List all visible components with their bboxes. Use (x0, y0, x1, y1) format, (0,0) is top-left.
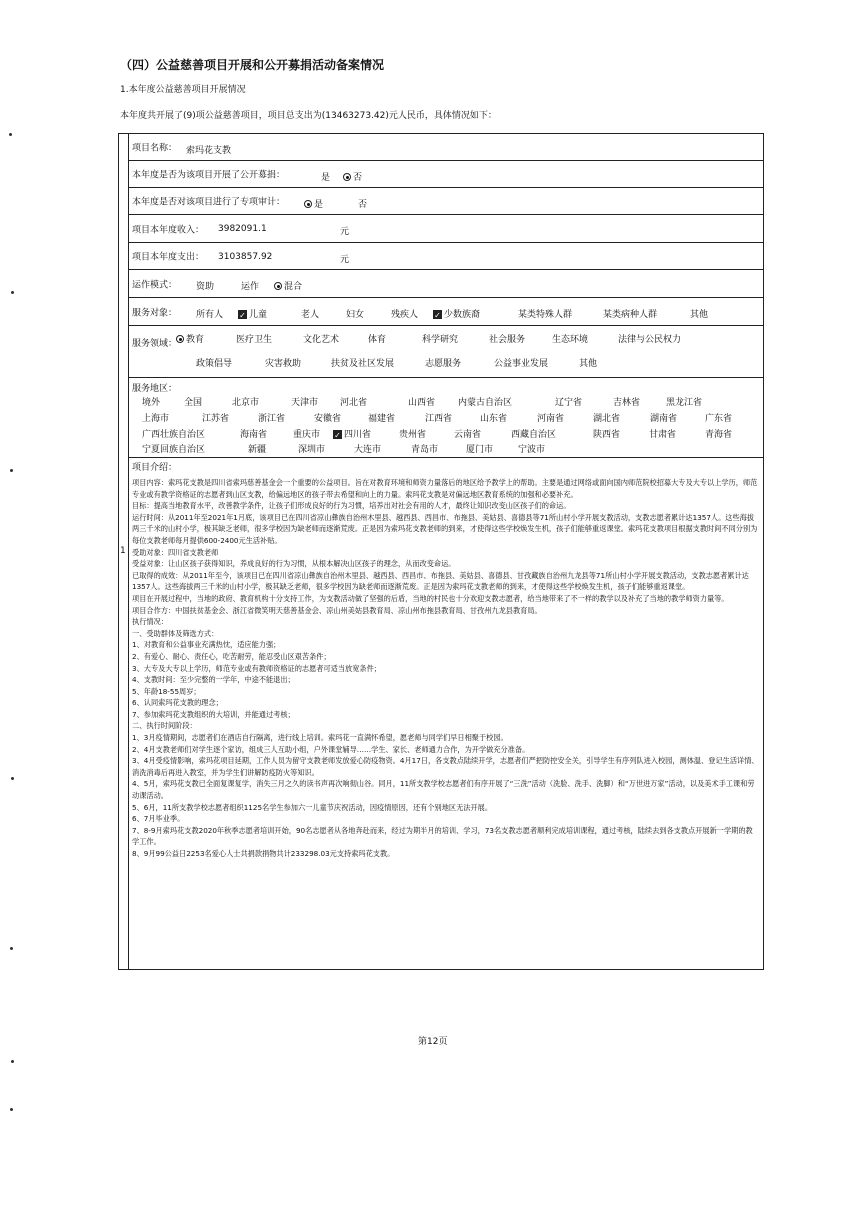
checkbox-checked-icon[interactable]: ✓ (239, 311, 246, 320)
project-name-label: 项目名称： (132, 143, 178, 154)
intro-line: 一、受助群体及筛选方式： (132, 628, 219, 638)
target-special-group[interactable]: 某类特殊人群 (518, 310, 573, 320)
row-service-fields (128, 326, 763, 378)
field-ecology[interactable]: 生态环境 (552, 335, 589, 345)
region-item[interactable]: 江西省 (425, 414, 453, 424)
region-item[interactable]: 福建省 (368, 414, 396, 424)
region-item[interactable]: 新疆 (248, 445, 267, 455)
region-item[interactable]: 湖北省 (593, 414, 621, 424)
project-name-value: 索玛花支教 (186, 146, 232, 156)
target-minority[interactable] (433, 307, 480, 320)
region-item[interactable]: 宁波市 (518, 445, 546, 455)
audit-question: 本年度是否对该项目进行了专项审计： (132, 197, 286, 208)
region-item[interactable]: 青岛市 (411, 445, 439, 455)
fundraising-no-label: 否 (353, 173, 363, 183)
radio-selected-icon[interactable] (343, 173, 351, 181)
service-field-label: 服务领域： (132, 339, 178, 349)
region-item[interactable]: 吉林省 (613, 398, 641, 408)
region-item[interactable]: 浙江省 (258, 414, 286, 424)
region-sichuan[interactable] (333, 427, 371, 440)
region-sichuan-label: 四川省 (344, 430, 372, 440)
region-item[interactable]: 深圳市 (298, 445, 326, 455)
scan-dot (10, 469, 13, 472)
target-children-label: 儿童 (249, 310, 268, 320)
field-education-label: 教育 (186, 335, 205, 345)
row-audit (128, 188, 763, 215)
expense-value: 3103857.92 (218, 252, 273, 262)
target-other[interactable]: 其他 (690, 310, 709, 320)
target-elderly[interactable]: 老人 (301, 310, 320, 320)
project-intro (132, 461, 759, 860)
intro-line: 4、5月，索玛花支教已全面复课复学，消失三月之久的读书声再次响彻山谷。同月，11所支教学校志愿者们有序开展了“三洗”活动（洗脸、洗手、洗脚）和“万世进万家”活动，以及美术手工课和劳动课活动。 (132, 779, 755, 801)
fundraising-yes-option[interactable] (321, 170, 330, 183)
region-item[interactable]: 天津市 (291, 398, 319, 408)
intro-line: 受助对象：四川省支教老师 (132, 547, 219, 557)
operation-option-run[interactable]: 运作 (241, 282, 260, 292)
region-item[interactable]: 河南省 (537, 414, 565, 424)
intro-line: 1、对教育和公益事业充满热忱，适应能力强； (132, 640, 281, 650)
field-policy[interactable]: 政策倡导 (196, 359, 233, 369)
intro-line: 执行情况： (132, 617, 168, 627)
region-item[interactable]: 黑龙江省 (666, 398, 703, 408)
region-item[interactable]: 安徽省 (314, 414, 342, 424)
region-item[interactable]: 西藏自治区 (511, 430, 557, 440)
field-volunteer[interactable]: 志愿服务 (425, 359, 462, 369)
expense-label: 项目本年度支出： (132, 252, 205, 263)
intro-line: 7、参加索玛花支教组织的大培训，并能通过考核； (132, 709, 295, 719)
summary-text: 本年度共开展了(9)项公益慈善项目，项目总支出为(13463273.42)元人民币，具体情况如下： (120, 111, 497, 121)
intro-line: 3、4月受疫情影响，索玛花项目延期，工作人员为留守支教老师发放爱心防疫物资。4月17日，各支教点陆续开学，志愿者们严把防控安全关，引导学生有序列队进入校园，测体温、登记生活详情、消洗消毒后再进入教室，并为学生们讲解防疫防火等知识。 (132, 756, 759, 777)
region-item[interactable]: 上海市 (142, 414, 170, 424)
target-children[interactable] (238, 307, 267, 320)
scan-dot (11, 1060, 14, 1063)
intro-label: 项目介绍： (132, 463, 178, 473)
intro-line: 7、8-9月索玛花支教2020年秋季志愿者培训开始，90名志愿者从各地奔赴而来，经过为期半月的培训、学习，73名支教志愿者顺利完成培训课程，通过考核，陆续去到各支教点开展新一学期的教学工作。 (132, 825, 753, 847)
scan-dot (10, 947, 13, 950)
income-value: 3982091.1 (218, 224, 267, 234)
field-other[interactable]: 其他 (579, 359, 598, 369)
intro-line: 目标：提高当地教育水平，改善教学条件，让孩子们形成良好的行为习惯，培养出对社会有用的人才，最终让知识改变山区孩子们的命运。 (132, 501, 571, 511)
intro-line: 运行时间：从2011年至2021年1月底，该项目已在四川省凉山彝族自治州木里县、越西县、西昌市、布拖县、美姑县、喜德县等71所山村小学开展支教活动，支教志愿者累计达1357人。这些海拔两三千米的山村小学，极其缺乏老师，很多学校因为缺老师而逐渐荒废。正是因为索玛花支教老师的到来，才使得这些学校焕发生机，孩子们能够重返课堂。索玛花支教项目根据支教时间不同分别为每位支教老师每月提供600-2400元生活补贴。 (132, 512, 758, 545)
region-item[interactable]: 内蒙古自治区 (458, 398, 513, 408)
row-index: 1 (120, 546, 126, 556)
operation-mixed-label: 混合 (284, 282, 303, 292)
section-title: （四）公益慈善项目开展和公开募捐活动备案情况 (120, 58, 385, 72)
fundraising-question: 本年度是否为该项目开展了公开募捐： (132, 170, 286, 181)
expense-unit: 元 (340, 255, 350, 265)
field-sports[interactable]: 体育 (368, 335, 387, 345)
radio-selected-icon[interactable] (176, 335, 184, 343)
intro-line: 1、3月疫情期间，志愿者们在酒店自行隔离，进行线上培训。索玛花一直满怀希望，愿老师与同学们早日相聚于校园。 (132, 733, 508, 743)
field-social-service[interactable]: 社会服务 (489, 335, 526, 345)
operation-option-fund[interactable]: 资助 (196, 282, 215, 292)
intro-line: 2、4月支教老师们对学生逐个家访，组成三人互助小组，户外课堂辅导……学生、家长、老师通力合作，为开学做充分准备。 (132, 744, 530, 754)
radio-selected-icon[interactable] (274, 282, 282, 290)
target-disabled[interactable]: 残疾人 (391, 310, 419, 320)
field-research[interactable]: 科学研究 (422, 335, 459, 345)
target-disease-group[interactable]: 某类病种人群 (603, 310, 658, 320)
income-unit: 元 (340, 227, 350, 237)
region-item[interactable]: 江苏省 (202, 414, 230, 424)
region-label: 服务地区： (132, 384, 178, 394)
region-item[interactable]: 大连市 (354, 445, 382, 455)
audit-no-option[interactable] (358, 197, 367, 210)
field-disaster[interactable]: 灾害救助 (265, 359, 302, 369)
intro-line: 5、年龄18-55周岁； (132, 686, 201, 696)
scan-dot (11, 777, 14, 780)
region-item[interactable]: 甘肃省 (649, 430, 677, 440)
region-item[interactable]: 厦门市 (466, 445, 494, 455)
region-item[interactable]: 境外 (142, 398, 161, 408)
operation-label: 运作模式： (132, 280, 178, 290)
field-law-rights[interactable]: 法律与公民权力 (618, 335, 682, 345)
field-medical[interactable]: 医疗卫生 (236, 335, 273, 345)
region-item[interactable]: 青海省 (705, 430, 733, 440)
service-target-label: 服务对象： (132, 308, 178, 318)
intro-line: 3、大专及大专以上学历，师范专业或有教师资格证的志愿者可适当放宽条件； (132, 663, 381, 673)
target-minority-label: 少数族裔 (444, 310, 481, 320)
intro-line: 项目内容：索玛花支教是四川省索玛慈善基金会一个重要的公益项目。旨在对教育环境和师资力量落后的地区给予教学上的帮助。主要是通过网络或面向国内师范院校招募大专及大专以上学历，师范专业或有教学资格证的志愿者到山区支教，给偏远地区的孩子带去希望和向上的力量。索玛花支教是对偏远地区教育系统的加强和必要补充。 (132, 478, 758, 499)
checkbox-checked-icon[interactable]: ✓ (434, 311, 441, 320)
region-item[interactable]: 陕西省 (593, 430, 621, 440)
region-item[interactable]: 山西省 (408, 398, 436, 408)
intro-line: 项目合作方：中国扶贫基金会、浙江省微笑明天慈善基金会、凉山州美姑县教育局、凉山州布拖县教育局、甘孜州九龙县教育局。 (132, 605, 542, 615)
region-item[interactable]: 河北省 (340, 398, 368, 408)
scan-dot (11, 291, 14, 294)
row-service-targets (128, 298, 763, 326)
region-item[interactable]: 海南省 (240, 430, 268, 440)
region-item[interactable]: 山东省 (480, 414, 508, 424)
audit-no-label: 否 (358, 200, 368, 210)
row-service-regions (128, 378, 763, 458)
checkbox-checked-icon[interactable]: ✓ (334, 431, 341, 440)
scan-dot (10, 1108, 13, 1111)
row-project-name (128, 134, 763, 161)
target-women[interactable]: 妇女 (346, 310, 365, 320)
intro-line: 8、9月99公益日2253名爱心人士共捐款捐物共计233298.03元支持索玛花支教。 (132, 849, 395, 858)
intro-line: 受益对象：让山区孩子获得知识，养成良好的行为习惯，从根本解决山区孩子的理念，从而改变命运。 (132, 559, 456, 569)
field-poverty[interactable]: 扶贫及社区发展 (331, 359, 395, 369)
intro-line: 4、支教时间：至少完整的一学年，中途不能退出； (132, 675, 295, 685)
intro-line: 2、有爱心、耐心、责任心，吃苦耐劳，能忍受山区艰苦条件； (132, 651, 331, 661)
field-education[interactable] (176, 332, 204, 345)
field-public-welfare[interactable]: 公益事业发展 (494, 359, 549, 369)
operation-option-mixed[interactable] (274, 279, 302, 292)
subsection-title: 1.本年度公益慈善项目开展情况 (120, 85, 246, 95)
region-item[interactable]: 全国 (184, 398, 203, 408)
intro-line: 5、6月，11所支教学校志愿者组织1125名学生参加六一儿童节庆祝活动，因疫情原因，还有个别地区无法开展。 (132, 802, 493, 812)
region-item[interactable]: 贵州省 (399, 430, 427, 440)
page-number: 第12页 (418, 1037, 448, 1047)
row-expense (128, 243, 763, 270)
income-label: 项目本年度收入： (132, 225, 205, 235)
region-item[interactable]: 广西壮族自治区 (142, 430, 206, 440)
audit-yes-label: 是 (314, 200, 324, 210)
target-all[interactable]: 所有人 (196, 310, 224, 320)
region-item[interactable]: 广东省 (705, 414, 733, 424)
scan-dot (9, 133, 12, 136)
project-form (118, 133, 764, 970)
intro-line: 6、认同索玛花支教的理念； (132, 698, 223, 708)
region-item[interactable]: 湖南省 (650, 414, 678, 424)
row-income (128, 215, 763, 243)
region-item[interactable]: 宁夏回族自治区 (142, 445, 206, 455)
intro-line: 已取得的成效：从2011年至今，该项目已在四川省凉山彝族自治州木里县、越西县、西昌市、布拖县、美姑县、喜德县、甘孜藏族自治州九龙县等71所山村小学开展支教活动，支教志愿者累计达1357人。这些海拔两三千米的山村小学，极其缺乏老师，很多学校因为缺老师而逐渐荒废。正是因为索玛花支教老师的到来，才使得这些学校焕发生机，孩子们能够重返课堂。 (132, 570, 749, 592)
row-fundraising (128, 161, 763, 188)
region-item[interactable]: 辽宁省 (555, 398, 583, 408)
region-item[interactable]: 云南省 (454, 430, 482, 440)
intro-line: 二、执行时间阶段： (132, 721, 197, 731)
intro-line: 项目在开展过程中，当地的政府、教育机构十分支持工作，为支教活动做了坚强的后盾，当地的村民也十分欢迎支教志愿者，给当地带来了不一样的教学以及补充了当地的教学师资力量等。 (132, 593, 729, 603)
audit-yes-option[interactable] (304, 197, 323, 210)
field-culture-art[interactable]: 文化艺术 (303, 335, 340, 345)
row-operation-mode (128, 270, 763, 298)
fundraising-yes-label: 是 (321, 173, 331, 183)
fundraising-no-option[interactable] (343, 170, 362, 183)
region-item[interactable]: 重庆市 (293, 430, 321, 440)
radio-selected-icon[interactable] (304, 200, 312, 208)
intro-line: 6、7月毕业季。 (132, 814, 185, 824)
region-item[interactable]: 北京市 (232, 398, 260, 408)
